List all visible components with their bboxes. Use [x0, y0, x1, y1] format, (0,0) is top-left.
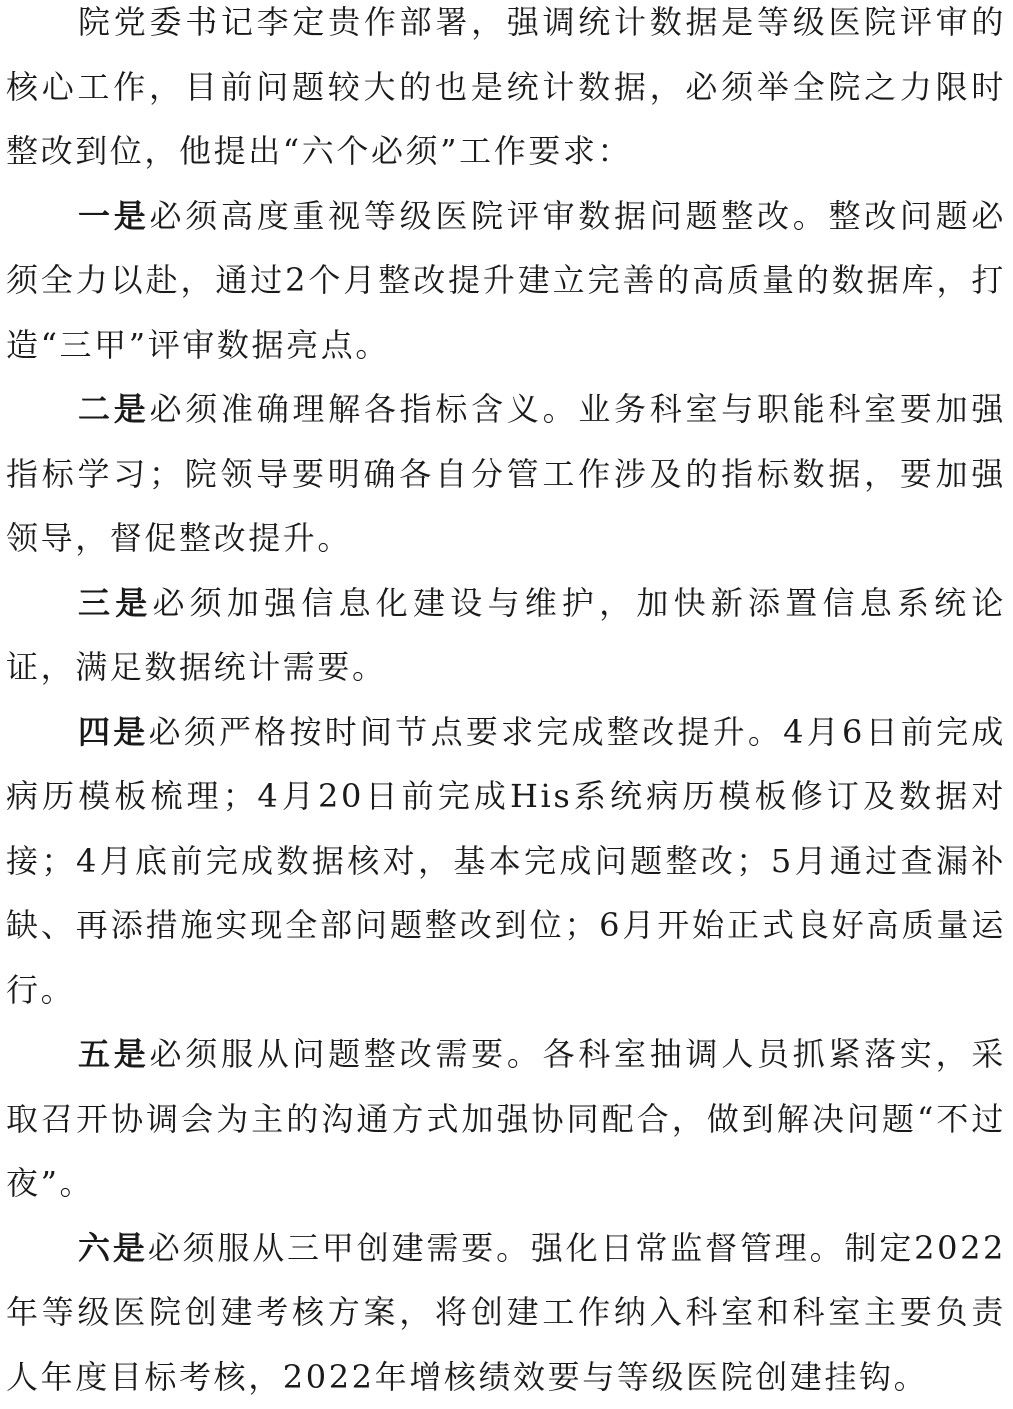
item-lead-4: 四是	[78, 713, 149, 751]
item-text-4: 必须严格按时间节点要求完成整改提升。4月6日前完成病历模板梳理；4月20日前完成His系统病历模板修订及数据对接；4月底前完成数据核对，基本完成问题整改；5月通过查漏补缺、再添措施实现全部问题整改到位；6月开始正式良好高质量运行。	[6, 713, 1006, 1009]
item-lead-2: 二是	[78, 390, 149, 428]
item-paragraph-4	[6, 700, 1006, 1023]
intro-paragraph	[6, 0, 1006, 184]
item-text-6: 必须服从三甲创建需要。强化日常监督管理。制定2022年等级医院创建考核方案，将创建工作纳入科室和科室主要负责人年度目标考核，2022年增核绩效要与等级医院创建挂钩。	[6, 1229, 1006, 1396]
item-text-3: 必须加强信息化建设与维护，加快新添置信息系统论证，满足数据统计需要。	[6, 584, 1006, 687]
item-paragraph-3	[6, 571, 1006, 700]
item-paragraph-6	[6, 1216, 1006, 1409]
document-body	[6, 0, 1006, 1409]
item-lead-5: 五是	[78, 1035, 149, 1073]
intro-text: 院党委书记李定贵作部署，强调统计数据是等级医院评审的核心工作，目前问题较大的也是统计数据，必须举全院之力限时整改到位，他提出“六个必须”工作要求：	[6, 3, 1006, 170]
item-paragraph-1	[6, 184, 1006, 378]
item-paragraph-5	[6, 1022, 1006, 1216]
item-text-5: 必须服从问题整改需要。各科室抽调人员抓紧落实，采取召开协调会为主的沟通方式加强协同配合，做到解决问题“不过夜”。	[6, 1035, 1006, 1202]
item-lead-1: 一是	[78, 197, 149, 235]
item-lead-6: 六是	[78, 1229, 148, 1267]
item-paragraph-2	[6, 377, 1006, 571]
item-text-2: 必须准确理解各指标含义。业务科室与职能科室要加强指标学习；院领导要明确各自分管工作涉及的指标数据，要加强领导，督促整改提升。	[6, 390, 1006, 557]
item-lead-3: 三是	[78, 584, 152, 622]
item-text-1: 必须高度重视等级医院评审数据问题整改。整改问题必须全力以赴，通过2个月整改提升建立完善的高质量的数据库，打造“三甲”评审数据亮点。	[6, 197, 1006, 364]
